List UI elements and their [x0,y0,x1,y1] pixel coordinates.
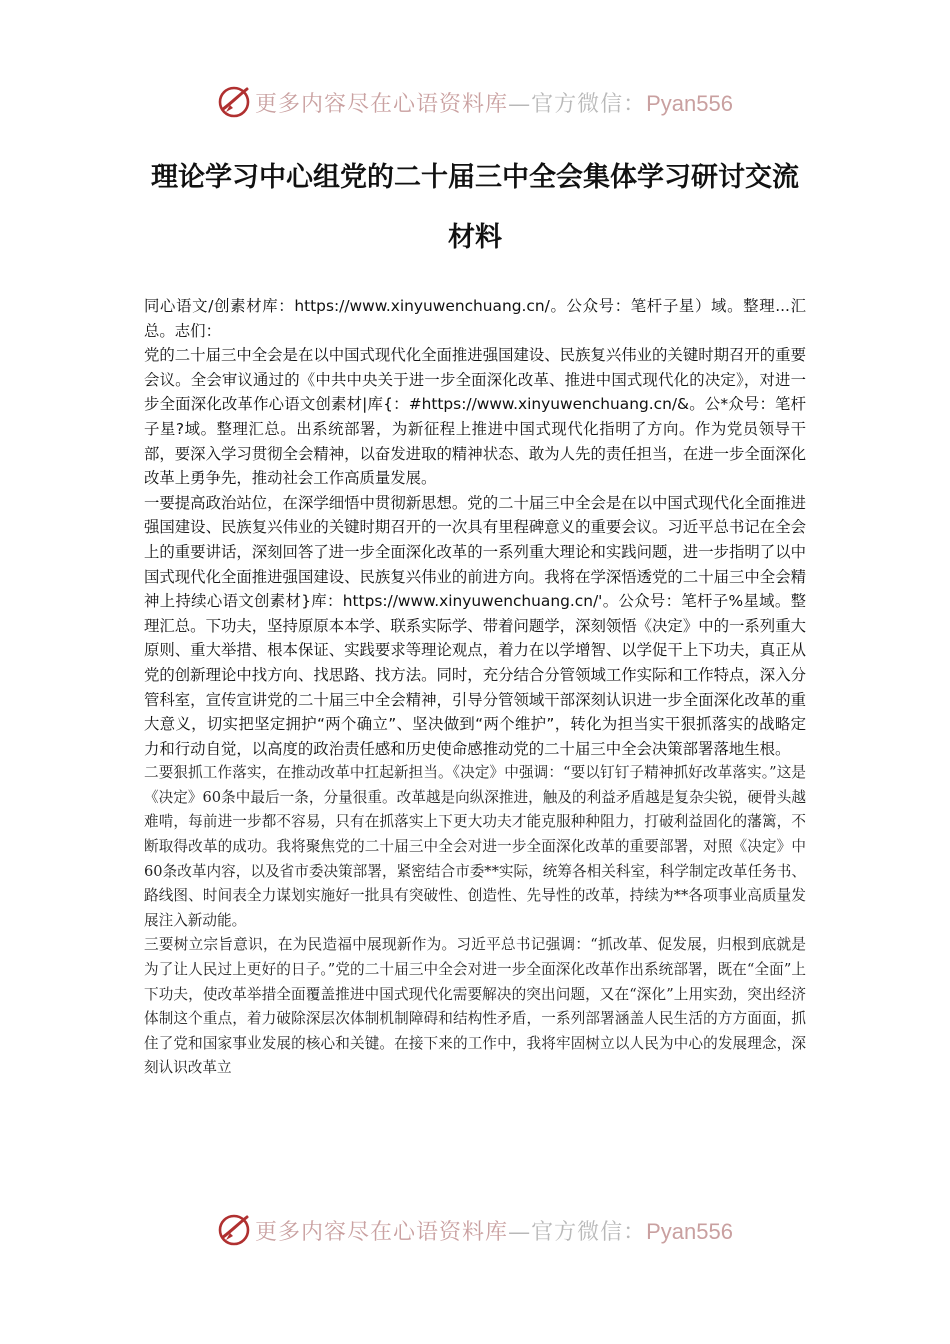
watermark-sub-text: —官方微信： [508,1219,647,1245]
document-body [144,294,806,1081]
watermark-sub-text: —官方微信： [508,91,647,117]
watermark-wechat-id: Pyan556 [646,90,733,116]
paragraph-intro: 同心语文/创素材库：https://www.xinyuwenchuang.cn/。公众号：笔杆子星）域。整理...汇总。志们： [144,297,806,340]
watermark-main-text: 更多内容尽在心语资料库 [255,91,509,117]
watermark-text [255,87,733,118]
footer-watermark-banner [0,1208,950,1252]
pen-logo-icon [217,85,251,119]
paragraph-overview: 党的二十届三中全会是在以中国式现代化全面推进强国建设、民族复兴伟业的关键时期召开的重要会议。全会审议通过的《中共中央关于进一步全面深化改革、推进中国式现代化的决定》，对进一步全面深化改革作心语文创素材|库{：#https://www.xinyuwenchuang.cn/&。公*众号：笔杆子星?域。整理汇总。出系统部署，为新征程上推进中国式现代化指明了方向。作为党员领导干部，要深入学习贯彻全会精神，以奋发进取的精神状态、敢为人先的责任担当，在进一步全面深化改革上勇争先，推动社会工作高质量发展。 [144,346,806,488]
watermark-wechat-id: Pyan556 [646,1218,733,1244]
watermark-text [255,1215,733,1246]
pen-logo-icon [217,1213,251,1247]
paragraph-point-three: 三要树立宗旨意识，在为民造福中展现新作为。习近平总书记强调：“抓改革、促发展，归根到底就是为了让人民过上更好的日子。”党的二十届三中全会对进一步全面深化改革作出系统部署，既在“全面”上下功夫，使改革举措全面覆盖推进中国式现代化需要解决的突出问题，又在“深化”上用实劲，突出经济体制这个重点，着力破除深层次体制机制障碍和结构性矛盾，一系列部署涵盖人民生活的方方面面，抓住了党和国家事业发展的核心和关键。在接下来的工作中，我将牢固树立以人民为中心的发展理念，深刻认识改革立 [144,936,806,1077]
paragraph-point-two: 二要狠抓工作落实，在推动改革中扛起新担当。《决定》中强调：“要以钉钉子精神抓好改革落实。”这是《决定》60条中最后一条，分量很重。改革越是向纵深推进，触及的利益矛盾越是复杂尖锐，硬骨头越难啃，每前进一步都不容易，只有在抓落实上下更大功夫才能克服种种阻力，打破利益固化的藩篱，不断取得改革的成功。我将聚焦党的二十届三中全会对进一步全面深化改革的重要部署，对照《决定》中60条改革内容，以及省市委决策部署，紧密结合市委**实际，统筹各相关科室，科学制定改革任务书、路线图、时间表全力谋划实施好一批具有突破性、创造性、先导性的改革，持续为**各项事业高质量发展注入新动能。 [144,764,806,929]
watermark-main-text: 更多内容尽在心语资料库 [255,1219,509,1245]
header-watermark-banner [0,80,950,124]
document-title: 理论学习中心组党的二十届三中全会集体学习研讨交流材料 [151,162,799,253]
paragraph-point-one: 一要提高政治站位，在深学细悟中贯彻新思想。党的二十届三中全会是在以中国式现代化全面推进强国建设、民族复兴伟业的关键时期召开的一次具有里程碑意义的重要会议。习近平总书记在全会上的重要讲话，深刻回答了进一步全面深化改革的一系列重大理论和实践问题，进一步指明了以中国式现代化全面推进强国建设、民族复兴伟业的前进方向。我将在学深悟透党的二十届三中全会精神上持续心语文创素材}库：https://www.xinyuwenchuang.cn/'。公众号：笔杆子%星域。整理汇总。下功夫，坚持原原本本学、联系实际学、带着问题学，深刻领悟《决定》中的一系列重大原则、重大举措、根本保证、实践要求等理论观点，着力在以学增智、以学促干上下功夫，真正从党的创新理论中找方向、找思路、找方法。同时，充分结合分管领域工作实际和工作特点，深入分管科室，宣传宣讲党的二十届三中全会精神，引导分管领域干部深刻认识进一步全面深化改革的重大意义，切实把坚定拥护“两个确立”、坚决做到“两个维护”，转化为担当实干狠抓落实的战略定力和行动自觉，以高度的政治责任感和历史使命感推动党的二十届三中全会决策部署落地生根。 [144,493,806,758]
